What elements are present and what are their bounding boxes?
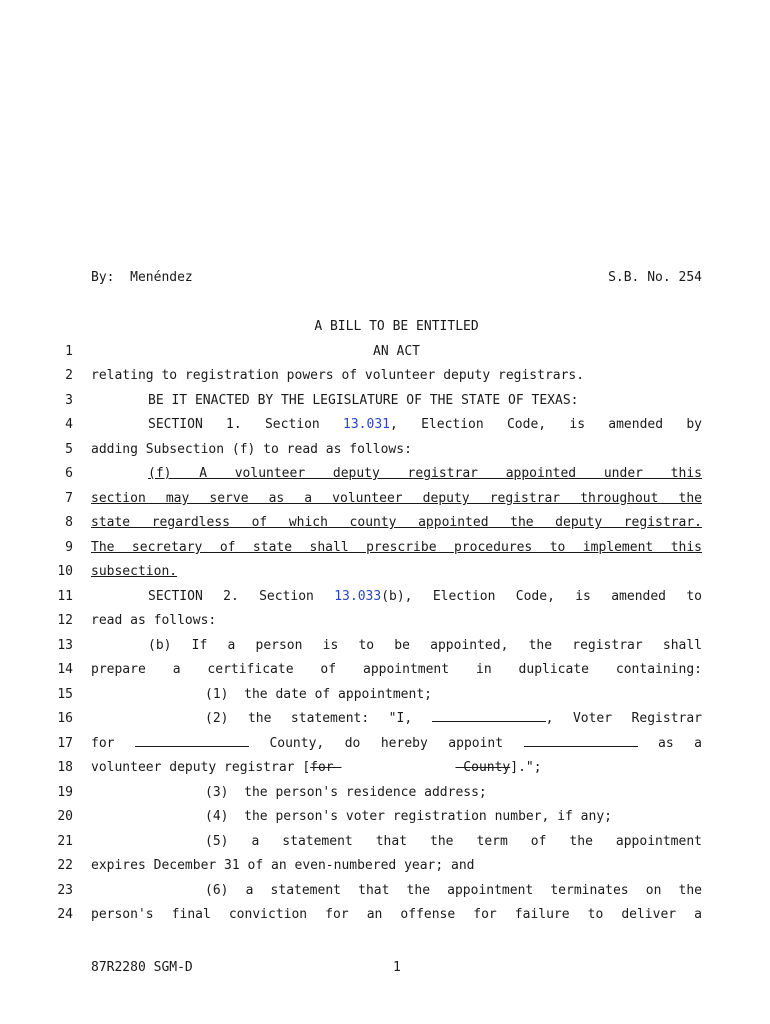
text-segment: ]."; bbox=[510, 760, 542, 775]
section-1-line bbox=[91, 417, 702, 432]
line-number: 12 bbox=[57, 613, 73, 628]
list-item-text-cont: , Voter Registrar bbox=[545, 711, 703, 726]
inserted-text-line bbox=[91, 540, 702, 555]
inserted-text: state regardless of which county appointed the deputy registrar. bbox=[91, 515, 702, 530]
line-number: 9 bbox=[65, 540, 73, 555]
inserted-text: (f) A volunteer deputy registrar appointed under this bbox=[148, 466, 702, 481]
deleted-text-segment: for bbox=[310, 760, 342, 775]
text-line: prepare a certificate of appointment in duplicate containing: bbox=[91, 662, 702, 677]
deleted-text-segment: County bbox=[455, 760, 511, 775]
line-number: 22 bbox=[57, 858, 73, 873]
line-number: 24 bbox=[57, 907, 73, 922]
text-segment: volunteer deputy registrar [ bbox=[91, 760, 311, 775]
list-item: (1) the date of appointment; bbox=[205, 687, 432, 702]
text-line bbox=[91, 736, 702, 751]
inserted-text-line bbox=[91, 515, 702, 530]
line-number: 1 bbox=[65, 344, 73, 359]
line-number: 7 bbox=[65, 491, 73, 506]
line-number: 2 bbox=[65, 368, 73, 383]
section-2-text-cont: (b), Election Code, is amended to bbox=[381, 589, 702, 604]
deleted-text bbox=[310, 760, 510, 775]
line-number: 4 bbox=[65, 417, 73, 432]
blank-line bbox=[432, 711, 546, 722]
section-1-text: SECTION 1. Section bbox=[148, 417, 344, 432]
line-number: 20 bbox=[57, 809, 73, 824]
inserted-text: The secretary of state shall prescribe procedures to implement this bbox=[91, 540, 702, 555]
section-1-text-cont: , Election Code, is amended by bbox=[390, 417, 702, 432]
text-line bbox=[91, 760, 702, 775]
act-heading: AN ACT bbox=[373, 344, 420, 359]
statute-link-13-033[interactable]: 13.033 bbox=[334, 589, 382, 604]
blank-line bbox=[341, 761, 455, 771]
blank-line bbox=[524, 736, 638, 747]
line-number: 8 bbox=[65, 515, 73, 530]
line-number: 13 bbox=[57, 638, 73, 653]
inserted-text: section may serve as a volunteer deputy registrar throughout the bbox=[91, 491, 702, 506]
list-item: (3) the person's residence address; bbox=[205, 785, 487, 800]
line-number: 19 bbox=[57, 785, 73, 800]
line-number: 23 bbox=[57, 883, 73, 898]
inserted-text-line bbox=[91, 491, 702, 506]
caption-line: relating to registration powers of volunteer deputy registrars. bbox=[91, 368, 585, 383]
list-item-text: (2) the statement: "I, bbox=[205, 711, 432, 726]
line-number: 16 bbox=[57, 711, 73, 726]
line-number: 10 bbox=[57, 564, 73, 579]
text-segment: as a bbox=[637, 736, 703, 751]
line-number: 18 bbox=[57, 760, 73, 775]
text-line: read as follows: bbox=[91, 613, 217, 628]
list-item: (6) a statement that the appointment terminates on the bbox=[205, 883, 702, 898]
list-item bbox=[91, 711, 702, 726]
inserted-text-line bbox=[91, 564, 702, 579]
by-label: By: bbox=[91, 270, 115, 285]
author-line bbox=[91, 270, 193, 285]
line-number: 3 bbox=[65, 393, 73, 408]
line-number: 6 bbox=[65, 466, 73, 481]
inserted-text-line bbox=[91, 466, 702, 481]
text-segment: County, do hereby appoint bbox=[248, 736, 524, 751]
text-line: expires December 31 of an even-numbered year; and bbox=[91, 858, 475, 873]
text-segment: for bbox=[91, 736, 135, 751]
line-number: 15 bbox=[57, 687, 73, 702]
line-number: 17 bbox=[57, 736, 73, 751]
statute-link-13-031[interactable]: 13.031 bbox=[343, 417, 390, 432]
line-number: 14 bbox=[57, 662, 73, 677]
section-2-text: SECTION 2. Section bbox=[148, 589, 335, 604]
list-item: (4) the person's voter registration number, if any; bbox=[205, 809, 612, 824]
inserted-text: subsection. bbox=[91, 564, 178, 579]
section-2-line bbox=[91, 589, 702, 604]
text-line: adding Subsection (f) to read as follows: bbox=[91, 442, 412, 457]
line-number: 5 bbox=[65, 442, 73, 457]
page-number: 1 bbox=[393, 960, 401, 975]
line-number: 21 bbox=[57, 834, 73, 849]
document-id: 87R2280 SGM-D bbox=[91, 960, 193, 975]
bill-number: S.B. No. 254 bbox=[608, 270, 702, 285]
author-name: Menéndez bbox=[130, 270, 193, 285]
bill-title: A BILL TO BE ENTITLED bbox=[314, 319, 479, 334]
blank-line bbox=[135, 736, 249, 747]
text-line: (b) If a person is to be appointed, the registrar shall bbox=[148, 638, 702, 653]
line-number: 11 bbox=[57, 589, 73, 604]
text-line: person's final conviction for an offense for failure to deliver a bbox=[91, 907, 702, 922]
enacting-clause: BE IT ENACTED BY THE LEGISLATURE OF THE STATE OF TEXAS: bbox=[148, 393, 579, 408]
list-item: (5) a statement that the term of the appointment bbox=[205, 834, 702, 849]
